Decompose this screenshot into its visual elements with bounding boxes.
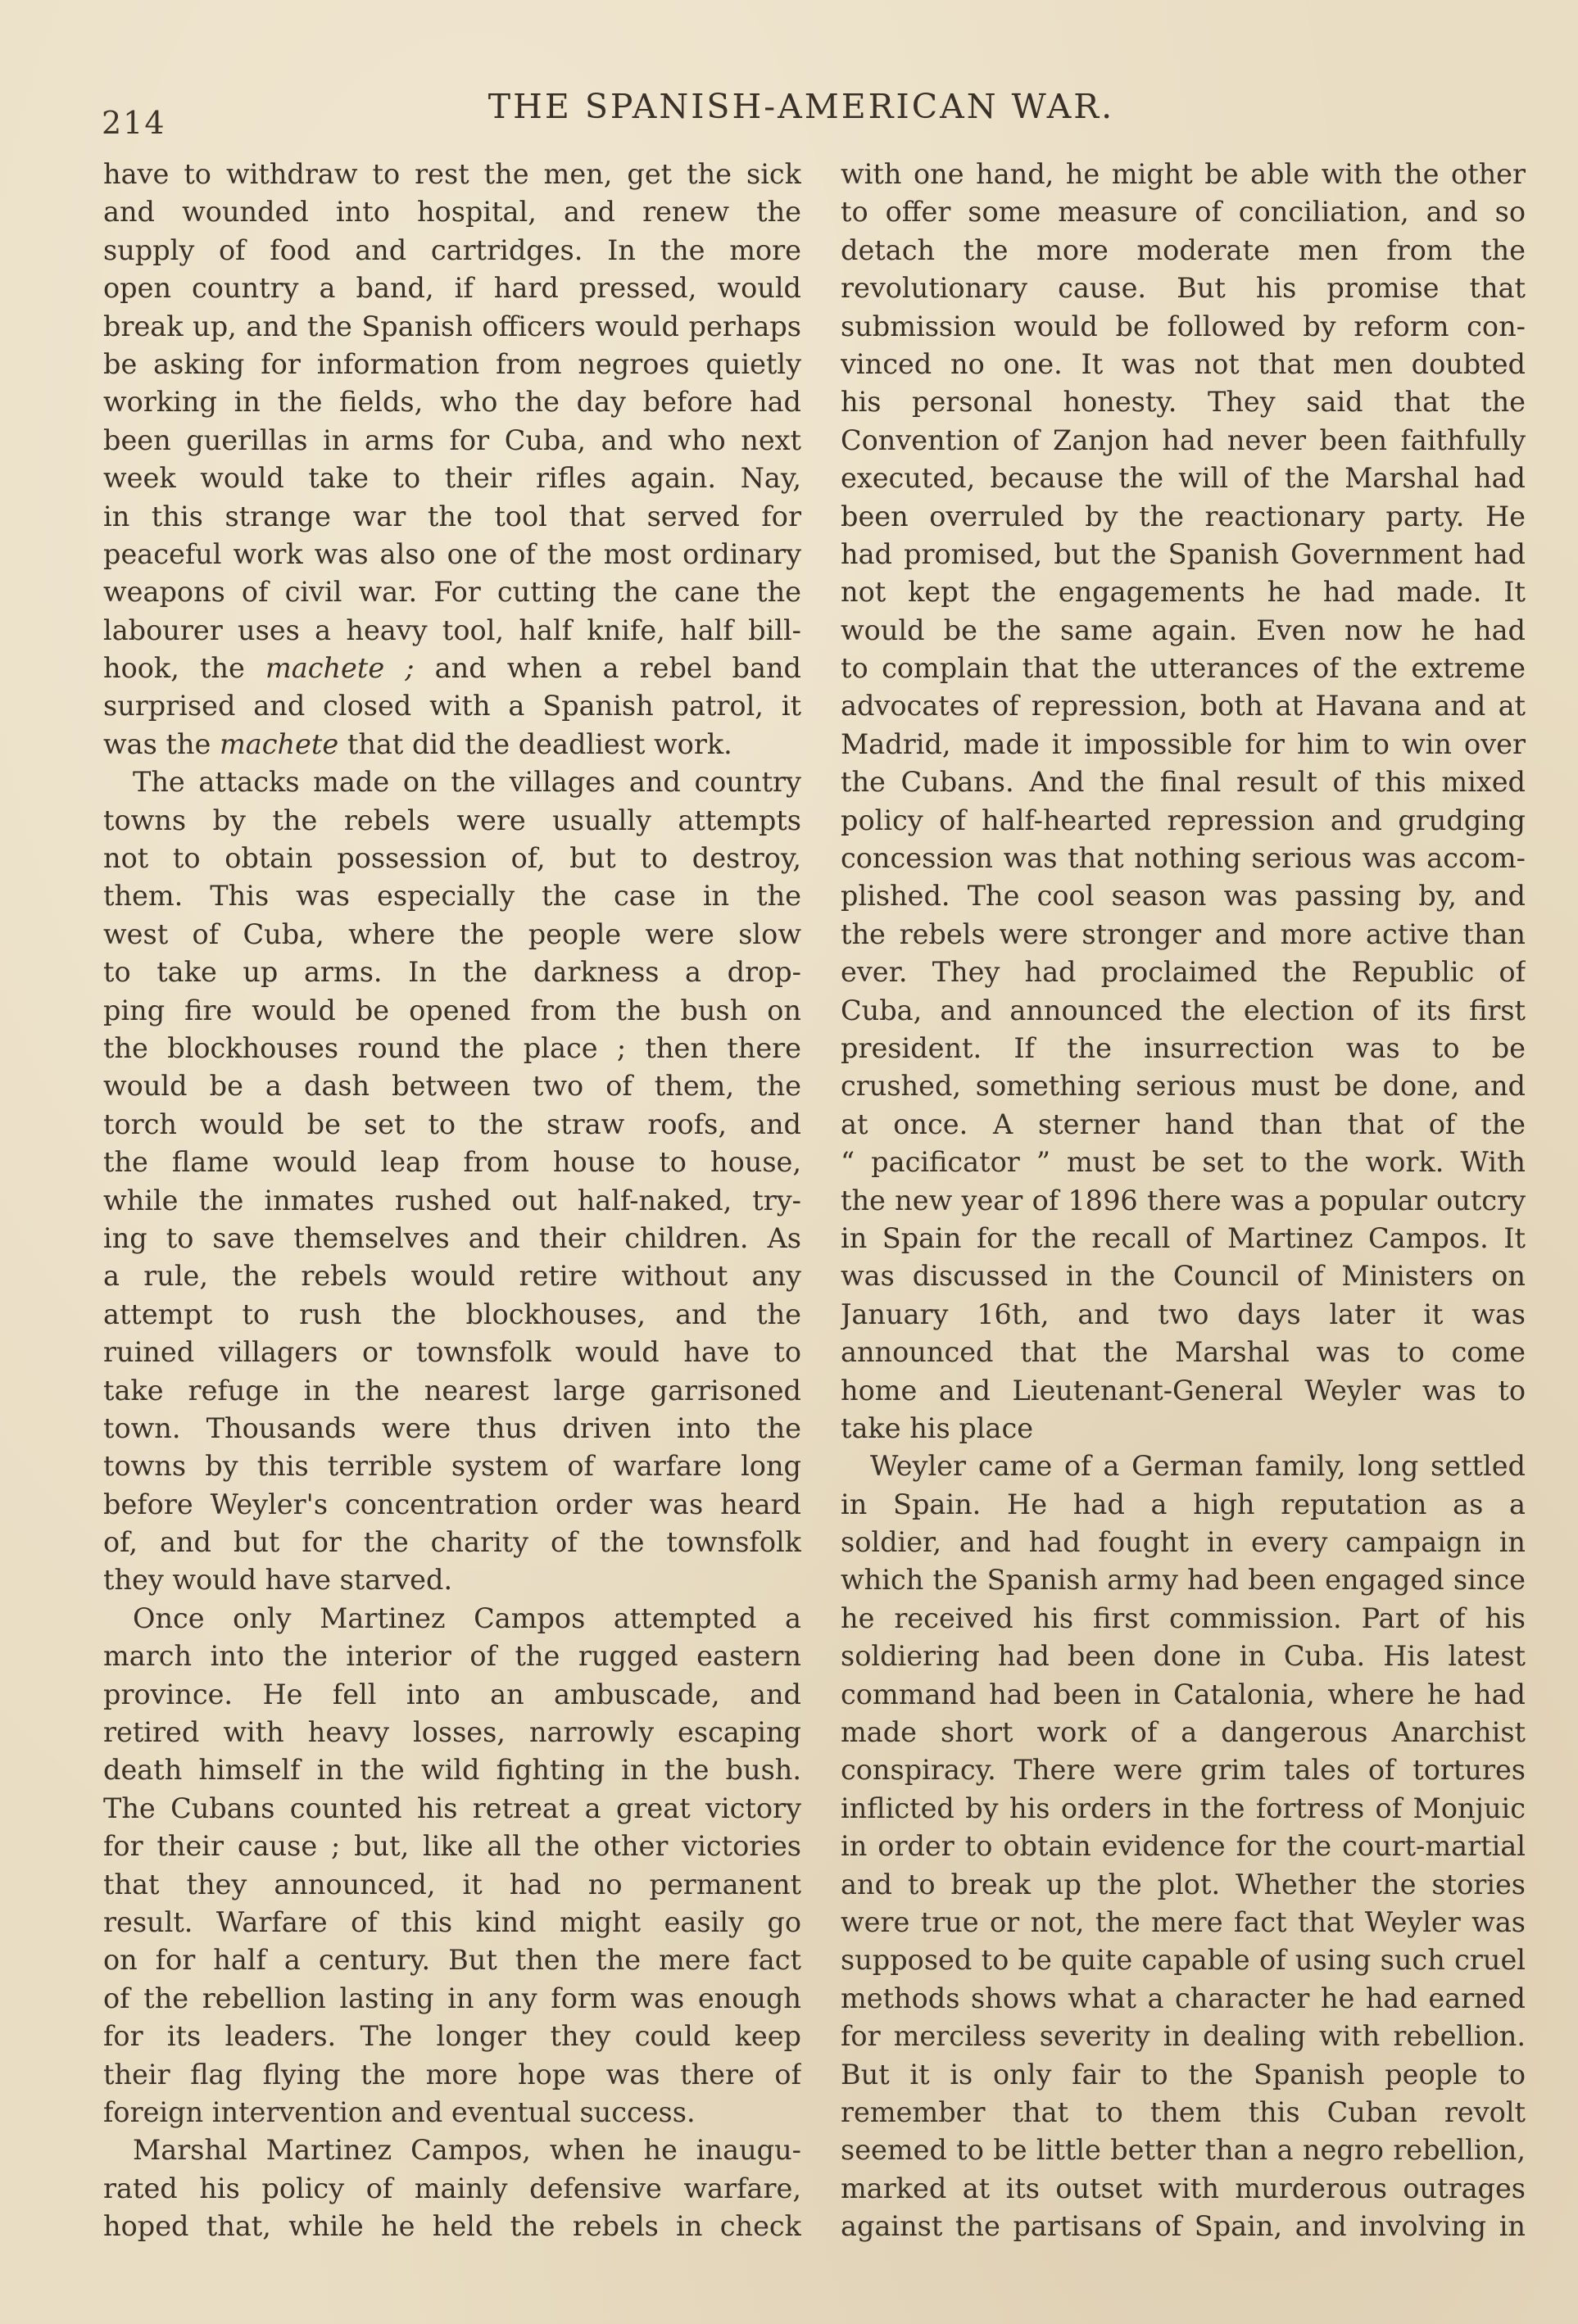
text-line: towns by the rebels were usually attempts (103, 804, 801, 836)
text-line: inflicted by his orders in the fortress of Monjuic (841, 1792, 1526, 1824)
text-line: he received his first commission. Part of his (841, 1601, 1526, 1634)
text-line: The Cubans counted his retreat a great victory (103, 1792, 801, 1824)
text-line: in Spain. He had a high reputation as a (841, 1488, 1526, 1520)
text-line: be asking for information from negroes quietly (103, 347, 801, 380)
text-line: labourer uses a heavy tool, half knife, half bill- (103, 614, 801, 646)
text-line: torch would be set to the straw roofs, and (103, 1108, 801, 1140)
text-line: marked at its outset with murderous outrages (841, 2172, 1526, 2204)
left-column (103, 156, 801, 2253)
text-line: weapons of civil war. For cutting the cane the (103, 576, 801, 609)
text-line: west of Cuba, where the people were slow (103, 917, 801, 950)
text-line: attempt to rush the blockhouses, and the (103, 1298, 801, 1330)
text-line: “ pacificator ” must be set to the work. With (841, 1146, 1526, 1179)
text-line: they would have starved. (103, 1564, 453, 1597)
text-line: and to break up the plot. Whether the stories (841, 1868, 1526, 1900)
text-line: plished. The cool season was passing by, and (841, 880, 1526, 913)
text-line: that they announced, it had no permanent (103, 1868, 801, 1900)
text-line: rated his policy of mainly defensive warfare, (103, 2172, 801, 2204)
text-line: supposed to be quite capable of using such cruel (841, 1944, 1526, 1977)
text-line: revolutionary cause. But his promise that (841, 272, 1526, 305)
running-title: THE SPANISH-AMERICAN WAR. (487, 87, 1115, 126)
line-text: that did the deadliest work. (338, 727, 732, 760)
text-line: towns by this terrible system of warfare long (103, 1450, 801, 1483)
text-line: have to withdraw to rest the men, get the sick (103, 158, 801, 190)
text-line: The attacks made on the villages and country (133, 766, 801, 799)
text-line: policy of half-hearted repression and grudging (841, 804, 1526, 836)
text-line: a rule, the rebels would retire without any (103, 1260, 801, 1293)
text-line: and wounded into hospital, and renew the (103, 196, 801, 229)
text-line: But it is only fair to the Spanish people to (841, 2058, 1526, 2091)
text-line: them. This was especially the case in the (103, 880, 801, 913)
text-line: of, and but for the charity of the townsfolk (103, 1526, 801, 1559)
text-line: open country a band, if hard pressed, would (103, 272, 801, 305)
text-line: conspiracy. There were grim tales of tortures (841, 1754, 1526, 1787)
text-line: seemed to be little better than a negro rebellion, (841, 2134, 1526, 2167)
text-line: vinced no one. It was not that men doubted (841, 347, 1526, 380)
text-line: their flag flying the more hope was there of (103, 2058, 801, 2091)
text-line: supply of food and cartridges. In the more (103, 233, 801, 266)
text-line: foreign intervention and eventual success. (103, 2095, 696, 2128)
text-line: Cuba, and announced the election of its first (841, 994, 1526, 1026)
text-line: made short work of a dangerous Anarchist (841, 1716, 1526, 1749)
text-line: the rebels were stronger and more active than (841, 917, 1526, 950)
text-line: working in the fields, who the day before had (103, 386, 801, 419)
text-line: week would take to their rifles again. Nay, (103, 462, 801, 495)
text-line: were true or not, the mere fact that Weyler was (841, 1905, 1526, 1938)
text-line: command had been in Catalonia, where he had (841, 1678, 1526, 1710)
text-line: on for half a century. But then the mere fact (103, 1944, 801, 1977)
italic-term: machete ; (265, 652, 415, 685)
text-line: hoped that, while he held the rebels in check (103, 2210, 801, 2243)
text-line: against the partisans of Spain, and involving in (841, 2210, 1526, 2243)
text-line: home and Lieutenant-General Weyler was to (841, 1374, 1526, 1407)
text-line: ing to save themselves and their children. As (103, 1221, 801, 1254)
text-line: ruined villagers or townsfolk would have to (103, 1336, 801, 1369)
text-line: of the rebellion lasting in any form was enough (103, 1982, 801, 2014)
text-line: town. Thousands were thus driven into the (103, 1411, 801, 1444)
text-line: advocates of repression, both at Havana and at (841, 690, 1526, 723)
text-line: would be a dash between two of them, the (103, 1070, 801, 1103)
text-line: before Weyler's concentration order was heard (103, 1488, 801, 1520)
right-column (841, 156, 1526, 2253)
text-line: for merciless severity in dealing with rebellion. (841, 2020, 1526, 2053)
text-line: for its leaders. The longer they could keep (103, 2020, 801, 2053)
line-text: and when a rebel band (414, 652, 801, 685)
text-line: with one hand, he might be able with the other (841, 158, 1526, 190)
text-line: retired with heavy losses, narrowly escaping (103, 1716, 801, 1749)
text-line: result. Warfare of this kind might easily go (103, 1905, 801, 1938)
text-line: been overruled by the reactionary party. He (841, 500, 1526, 532)
text-line: at once. A sterner hand than that of the (841, 1108, 1526, 1140)
text-line: the flame would leap from house to house, (103, 1146, 801, 1179)
text-line: Madrid, made it impossible for him to win over (841, 727, 1526, 760)
text-line: the new year of 1896 there was a popular outcry (841, 1184, 1526, 1216)
text-line: executed, because the will of the Marshal had (841, 462, 1526, 495)
text-line: break up, and the Spanish officers would perhaps (103, 310, 801, 342)
text-line (103, 650, 801, 687)
text-line: methods shows what a character he had earned (841, 1982, 1526, 2014)
text-line: Weyler came of a German family, long settled (870, 1450, 1526, 1483)
text-line: to take up arms. In the darkness a drop- (103, 956, 801, 989)
text-line: would be the same again. Even now he had (841, 614, 1526, 646)
text-line: Once only Martinez Campos attempted a (133, 1601, 801, 1634)
text-line: ever. They had proclaimed the Republic of (841, 956, 1526, 989)
text-line: Convention of Zanjon had never been faithfully (841, 424, 1526, 456)
text-line: January 16th, and two days later it was (841, 1298, 1526, 1330)
text-line: remember that to them this Cuban revolt (841, 2095, 1526, 2128)
italic-term: machete (220, 727, 339, 760)
text-line: not kept the engagements he had made. It (841, 576, 1526, 609)
text-line: was discussed in the Council of Ministers on (841, 1260, 1526, 1293)
text-line: take refuge in the nearest large garrisoned (103, 1374, 801, 1407)
line-text: was the (103, 727, 220, 760)
text-line: in this strange war the tool that served for (103, 500, 801, 532)
text-line: not to obtain possession of, but to destroy, (103, 842, 801, 875)
text-line: Marshal Martinez Campos, when he inaugu- (133, 2134, 801, 2167)
page-number: 214 (102, 105, 166, 141)
text-line: had promised, but the Spanish Government had (841, 537, 1526, 570)
text-line: which the Spanish army had been engaged since (841, 1564, 1526, 1597)
text-line: concession was that nothing serious was accom- (841, 842, 1526, 875)
text-line: the blockhouses round the place ; then there (103, 1031, 801, 1064)
text-line: in Spain for the recall of Martinez Campos. It (841, 1221, 1526, 1254)
text-line: while the inmates rushed out half-naked, try- (103, 1184, 801, 1216)
text-line: announced that the Marshal was to come (841, 1336, 1526, 1369)
text-line: soldiering had been done in Cuba. His latest (841, 1640, 1526, 1673)
text-line: submission would be followed by reform con- (841, 310, 1526, 342)
text-line: peaceful work was also one of the most ordinary (103, 537, 801, 570)
text-line: soldier, and had fought in every campaign in (841, 1526, 1526, 1559)
text-line: death himself in the wild fighting in the bush. (103, 1754, 801, 1787)
text-line: in order to obtain evidence for the court-martial (841, 1830, 1526, 1863)
text-line: to complain that the utterances of the extreme (841, 652, 1526, 685)
text-line: ping fire would be opened from the bush on (103, 994, 801, 1026)
text-line: president. If the insurrection was to be (841, 1031, 1526, 1064)
text-line: the Cubans. And the final result of this mixed (841, 766, 1526, 799)
text-line: for their cause ; but, like all the other victories (103, 1830, 801, 1863)
text-line: province. He fell into an ambuscade, and (103, 1678, 801, 1710)
text-line: surprised and closed with a Spanish patrol, it (103, 690, 801, 723)
line-text: hook, the (103, 652, 265, 685)
text-line (103, 726, 801, 763)
text-line: detach the more moderate men from the (841, 233, 1526, 266)
text-line: march into the interior of the rugged eastern (103, 1640, 801, 1673)
text-line: to offer some measure of conciliation, and so (841, 196, 1526, 229)
text-line: crushed, something serious must be done, and (841, 1070, 1526, 1103)
text-line: take his place (841, 1411, 1034, 1444)
text-line: been guerillas in arms for Cuba, and who next (103, 424, 801, 456)
text-line: his personal honesty. They said that the (841, 386, 1526, 419)
